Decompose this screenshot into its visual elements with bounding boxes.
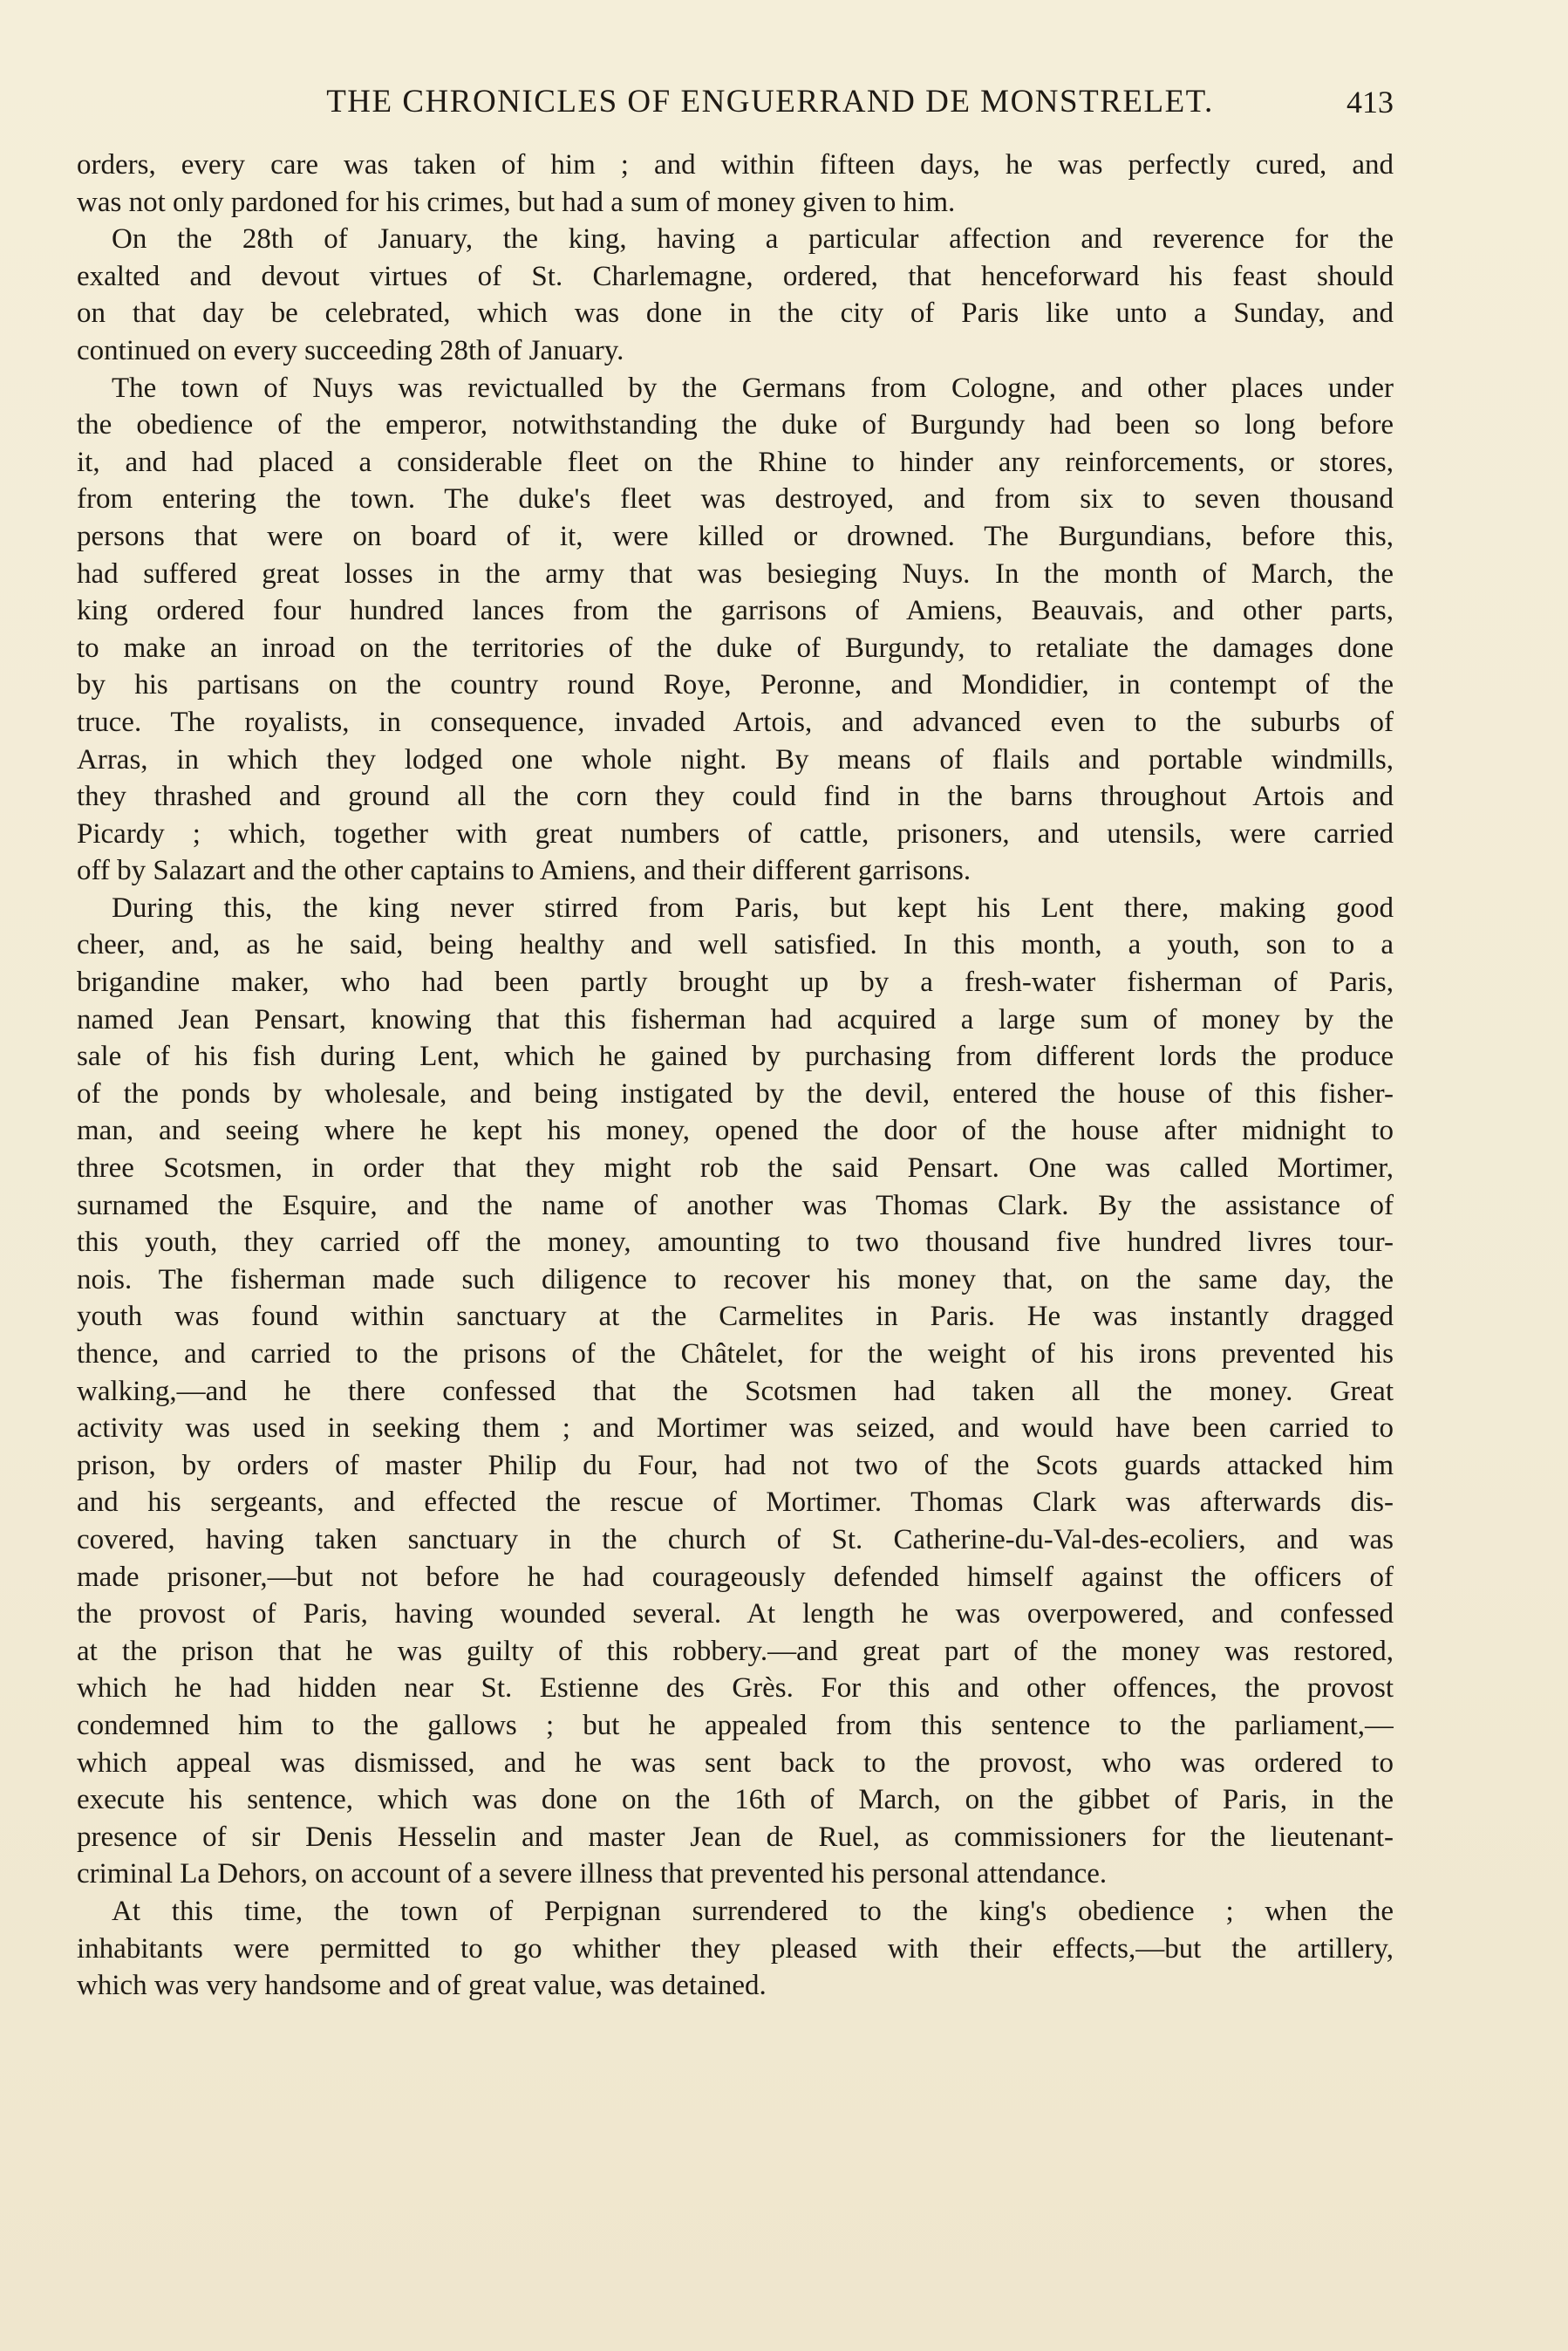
text-line: covered, having taken sanctuary in the church of St. Catherine-du-Val-des-ecoliers, and was (77, 1523, 1394, 1555)
paragraph (77, 147, 1394, 221)
text-line: was not only pardoned for his crimes, but had a sum of money given to him. (77, 186, 956, 218)
text-line: criminal La Dehors, on account of a severe illness that prevented his personal attendance. (77, 1858, 1108, 1890)
text-line: thence, and carried to the prisons of the Châtelet, for the weight of his irons prevented his (77, 1338, 1394, 1370)
text-line: king ordered four hundred lances from the garrisons of Amiens, Beauvais, and other parts, (77, 595, 1394, 627)
text-line: off by Salazart and the other captains to Amiens, and their different garrisons. (77, 855, 971, 887)
body-text (77, 147, 1394, 2005)
text-line: continued on every succeeding 28th of January. (77, 334, 624, 366)
text-line: Picardy ; which, together with great numbers of cattle, prisoners, and utensils, were carried (77, 817, 1394, 850)
text-line: activity was used in seeking them ; and Mortimer was seized, and would have been carried to (77, 1412, 1394, 1445)
text-line: they thrashed and ground all the corn they could find in the barns throughout Artois and (77, 781, 1394, 813)
text-line: at the prison that he was guilty of this robbery.—and great part of the money was restored, (77, 1635, 1394, 1667)
running-title: THE CHRONICLES OF ENGUERRAND DE MONSTRELET. (326, 84, 1214, 120)
running-head (77, 80, 1394, 124)
paragraph (77, 221, 1394, 369)
text-line: At this time, the town of Perpignan surrendered to the king's obedience ; when the (112, 1895, 1394, 1927)
text-line: inhabitants were permitted to go whither they pleased with their effects,—but the artillery, (77, 1932, 1394, 1965)
paragraph (77, 1893, 1394, 2005)
text-line: three Scotsmen, in order that they might rob the said Pensart. One was called Mortimer, (77, 1152, 1394, 1185)
text-line: exalted and devout virtues of St. Charlemagne, ordered, that henceforward his feast should (77, 260, 1394, 292)
text-line: surnamed the Esquire, and the name of another was Thomas Clark. By the assistance of (77, 1189, 1394, 1221)
text-line: condemned him to the gallows ; but he appealed from this sentence to the parliament,— (77, 1709, 1394, 1741)
paragraph (77, 890, 1394, 1893)
text-line: had suffered great losses in the army that was besieging Nuys. In the month of March, the (77, 557, 1394, 590)
text-line: on that day be celebrated, which was done in the city of Paris like unto a Sunday, and (77, 297, 1394, 330)
text-line: walking,—and he there confessed that the Scotsmen had taken all the money. Great (77, 1375, 1394, 1407)
paragraph (77, 370, 1394, 890)
text-line: which was very handsome and of great value, was detained. (77, 1970, 767, 2002)
text-line: persons that were on board of it, were killed or drowned. The Burgundians, before this, (77, 520, 1394, 552)
text-line: which appeal was dismissed, and he was sent back to the provost, who was ordered to (77, 1746, 1394, 1779)
text-line: orders, every care was taken of him ; and within fifteen days, he was perfectly cured, and (77, 149, 1394, 181)
text-line: During this, the king never stirred from Paris, but kept his Lent there, making good (112, 892, 1394, 924)
text-line: this youth, they carried off the money, amounting to two thousand five hundred livres tour- (77, 1227, 1394, 1259)
text-line: presence of sir Denis Hesselin and master Jean de Ruel, as commissioners for the lieutenant- (77, 1821, 1394, 1853)
text-line: truce. The royalists, in consequence, invaded Artois, and advanced even to the suburbs of (77, 706, 1394, 738)
text-line: the provost of Paris, having wounded several. At length he was overpowered, and confessed (77, 1598, 1394, 1630)
text-line: youth was found within sanctuary at the Carmelites in Paris. He was instantly dragged (77, 1301, 1394, 1333)
text-line: by his partisans on the country round Roye, Peronne, and Mondidier, in contempt of the (77, 669, 1394, 701)
text-line: The town of Nuys was revictualled by the Germans from Cologne, and other places under (112, 372, 1394, 404)
text-line: made prisoner,—but not before he had courageously defended himself against the officers of (77, 1561, 1394, 1593)
text-line: execute his sentence, which was done on the 16th of March, on the gibbet of Paris, in the (77, 1784, 1394, 1816)
text-line: from entering the town. The duke's fleet was destroyed, and from six to seven thousand (77, 483, 1394, 516)
text-line: the obedience of the emperor, notwithstanding the duke of Burgundy had been so long before (77, 409, 1394, 441)
text-line: it, and had placed a considerable fleet on the Rhine to hinder any reinforcements, or stores, (77, 446, 1394, 478)
text-line: which he had hidden near St. Estienne des Grès. For this and other offences, the provost (77, 1672, 1394, 1705)
text-line: and his sergeants, and effected the rescue of Mortimer. Thomas Clark was afterwards dis- (77, 1486, 1394, 1519)
text-line: nois. The fisherman made such diligence to recover his money that, on the same day, the (77, 1263, 1394, 1295)
text-line: prison, by orders of master Philip du Four, had not two of the Scots guards attacked him (77, 1449, 1394, 1481)
text-line: named Jean Pensart, knowing that this fisherman had acquired a large sum of money by the (77, 1003, 1394, 1035)
text-line: cheer, and, as he said, being healthy and well satisfied. In this month, a youth, son to a (77, 929, 1394, 961)
text-line: man, and seeing where he kept his money, opened the door of the house after midnight to (77, 1115, 1394, 1147)
text-line: Arras, in which they lodged one whole night. By means of flails and portable windmills, (77, 743, 1394, 776)
text-line: of the ponds by wholesale, and being instigated by the devil, entered the house of this fisher- (77, 1077, 1394, 1110)
text-line: brigandine maker, who had been partly brought up by a fresh-water fisherman of Paris, (77, 967, 1394, 999)
text-line: On the 28th of January, the king, having a particular affection and reverence for the (112, 223, 1394, 256)
text-line: to make an inroad on the territories of the duke of Burgundy, to retaliate the damages done (77, 632, 1394, 664)
page-number: 413 (1346, 85, 1394, 120)
text-line: sale of his fish during Lent, which he gained by purchasing from different lords the produce (77, 1041, 1394, 1073)
